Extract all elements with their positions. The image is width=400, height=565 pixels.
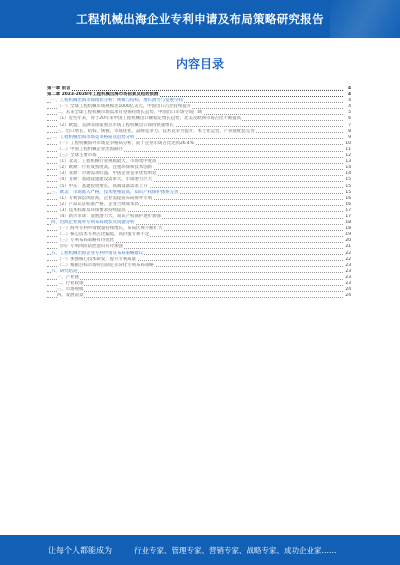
toc-entry-title: （1）近些年来，对于20年来中国工程机械出口额稳定增长趋势，北美及欧洲市场占比不断提高 — [57, 116, 242, 122]
toc-entry-title: （二）根据目标市场特点制定差异化专利布局策略 — [57, 262, 154, 268]
toc-entry-title: （三）专利布局策略有待优化 — [57, 238, 115, 244]
toc-entry-title: （2）欧洲：行业成熟度高，注重环保和技术创新 — [57, 165, 152, 171]
toc-entry-page: 17 — [345, 207, 351, 213]
table-of-contents — [47, 86, 351, 299]
toc-entry-title: （一）海外专利申请数量持续增长，布局区域不断扩大 — [57, 226, 163, 232]
toc-entry-page: 12 — [345, 153, 351, 159]
toc-entry-title: 第一章 前言 — [47, 86, 71, 91]
toc-entry-page: 4 — [348, 98, 351, 104]
toc-entry-title: （二）核心技术专利占比偏低，高价值专利不足 — [57, 232, 150, 238]
footer-slogan: 让每个人都能成为 — [48, 546, 112, 555]
toc-entry-page: 5 — [348, 110, 351, 116]
toc-entry-page: 24 — [345, 287, 351, 293]
toc-entry-page: 22 — [345, 256, 351, 262]
toc-entry-page: 24 — [345, 293, 351, 299]
toc-leader-dots — [47, 90, 343, 91]
toc-entry-title: （一）全球工程机械市场规模达1000亿美元，中国出口占比持续提升 — [57, 104, 192, 110]
toc-entry-title: （5）中东：基建投资增长，高端设备需求上升 — [57, 183, 148, 189]
toc-entry-page: 4 — [347, 92, 351, 98]
toc-entry-title: 二、工程机械出海市场竞争格局及趋势分析 — [51, 134, 135, 140]
toc-entry-page: 19 — [345, 232, 351, 238]
toc-entry-page: 18 — [345, 226, 351, 232]
toc-entry-title: 六、研究结论 — [51, 268, 78, 274]
toc-entry-page: 15 — [345, 183, 351, 189]
toc-leader-dots — [47, 272, 343, 273]
toc-entry-title: （1）专利诉讼风险高，企业需提前布局海外专利 — [57, 195, 152, 201]
page-header — [0, 0, 400, 38]
toc-entry-page: 23 — [345, 281, 351, 286]
toc-entry-page: 9 — [348, 134, 351, 140]
toc-entry-page: 23 — [345, 268, 351, 274]
toc-entry-title: 二、行业政策 — [57, 281, 84, 286]
toc-entry-page: 22 — [345, 250, 351, 256]
toc-entry-page: 15 — [345, 189, 351, 195]
toc-entry-page: 18 — [345, 220, 351, 226]
toc-entry-title: （4）非洲：基础设施建设需求大，市场潜力巨大 — [57, 177, 152, 183]
toc-entry-title: （2）产品认证标准严格，企业合规成本高 — [57, 201, 139, 207]
toc-entry-title: （1）北美：工程机械行业规模最大，市场集中度高 — [57, 159, 157, 165]
toc-entry-title: （3）亚洲：市场需求旺盛，中国企业竞争优势明显 — [57, 171, 157, 177]
footer-tagline: 行业专家、管理专家、营销专家、战略专家、成功企业家…… — [134, 546, 337, 555]
toc-entry-page: 11 — [345, 146, 351, 152]
toc-entry-page: 21 — [345, 244, 351, 250]
toc-entry-title: 第二章 2023-2028年工程机械出海市场前景及趋势预测 — [47, 92, 159, 98]
toc-entry-title: 一、工程机械出海市场现状分析：规模与结构、增长潜力与发展空间 — [51, 98, 183, 104]
toc-entry-page: 7 — [348, 122, 351, 128]
toc-entry-title: 三、欧美：市场准入严格，技术壁垒较高，知识产权保护体系完善 — [51, 189, 179, 195]
toc-entry-title: （4）新兴市场：发展潜力大，知识产权保护逐步加强 — [57, 213, 161, 219]
toc-entry-title: 四、发展前景 — [57, 293, 84, 299]
toc-entry-page: 4 — [348, 104, 351, 110]
toc-entry-page: 14 — [345, 171, 351, 177]
toc-entry-title: 三、出口增长、结构、规模、市场优化、品牌竞争力、技术竞争力提升，本土化运营，产业链配套完善 — [57, 128, 255, 134]
toc-entry-page: 23 — [345, 274, 351, 280]
toc-entry-page: 20 — [345, 238, 351, 244]
toc-leader-dots — [47, 291, 343, 292]
toc-entry-title: 五、工程机械出海企业专利申请及布局策略建议 — [51, 250, 144, 256]
report-title: 工程机械出海企业专利申请及布局策略研究报告 — [76, 12, 324, 26]
toc-entry-page: 23 — [345, 262, 351, 268]
toc-entry-title: （一）加强核心技术研发，提升专利质量 — [57, 256, 137, 262]
toc-entry-title: （三）全球主要市场 — [57, 153, 97, 159]
toc-entry-page: 6 — [348, 116, 351, 122]
toc-entry-page: 15 — [345, 177, 351, 183]
toc-leader-dots — [47, 279, 343, 280]
toc-entry-title: （四）专利风险防控意识有待加强 — [57, 244, 123, 250]
toc-entry-page: 8 — [348, 128, 351, 134]
toc-leader-dots — [47, 285, 343, 286]
toc-entry-page: 16 — [345, 195, 351, 201]
toc-leader-dots — [47, 297, 343, 298]
toc-entry-page: 16 — [345, 201, 351, 207]
toc-entry-page: 13 — [345, 159, 351, 165]
toc-entry-page: 4 — [347, 86, 351, 91]
toc-entry-title: （3）技术标准及环保要求持续提高 — [57, 207, 126, 213]
toc-entry-page: 14 — [345, 165, 351, 171]
toc-entry-title: 二、未来全球工程机械市场需求有望保持增长态势，中国出口市场空间广阔 — [57, 110, 202, 116]
toc-heading: 内容目录 — [175, 57, 224, 71]
toc-entry[interactable] — [47, 293, 351, 299]
toc-entry-title: 一、产业链 — [57, 274, 79, 280]
toc-entry-title: 四、出海企业海外专利布局现状及问题分析 — [51, 220, 135, 226]
toc-entry-page: 17 — [345, 213, 351, 219]
toc-entry-page: 10 — [345, 140, 351, 146]
toc-entry-title: （2）欧盟、美洲等国家重点市场工程机械出口保持快速增长 — [57, 122, 174, 128]
toc-entry-title: 三、市场规模 — [57, 287, 84, 293]
toc-entry-title: （二）中国工程机械企业出海路径 — [57, 146, 123, 152]
page-footer — [0, 535, 400, 565]
toc-entry-title: （一）工程机械海外市场竞争格局分析，前十企业市场占比达到26.4% — [57, 140, 194, 146]
